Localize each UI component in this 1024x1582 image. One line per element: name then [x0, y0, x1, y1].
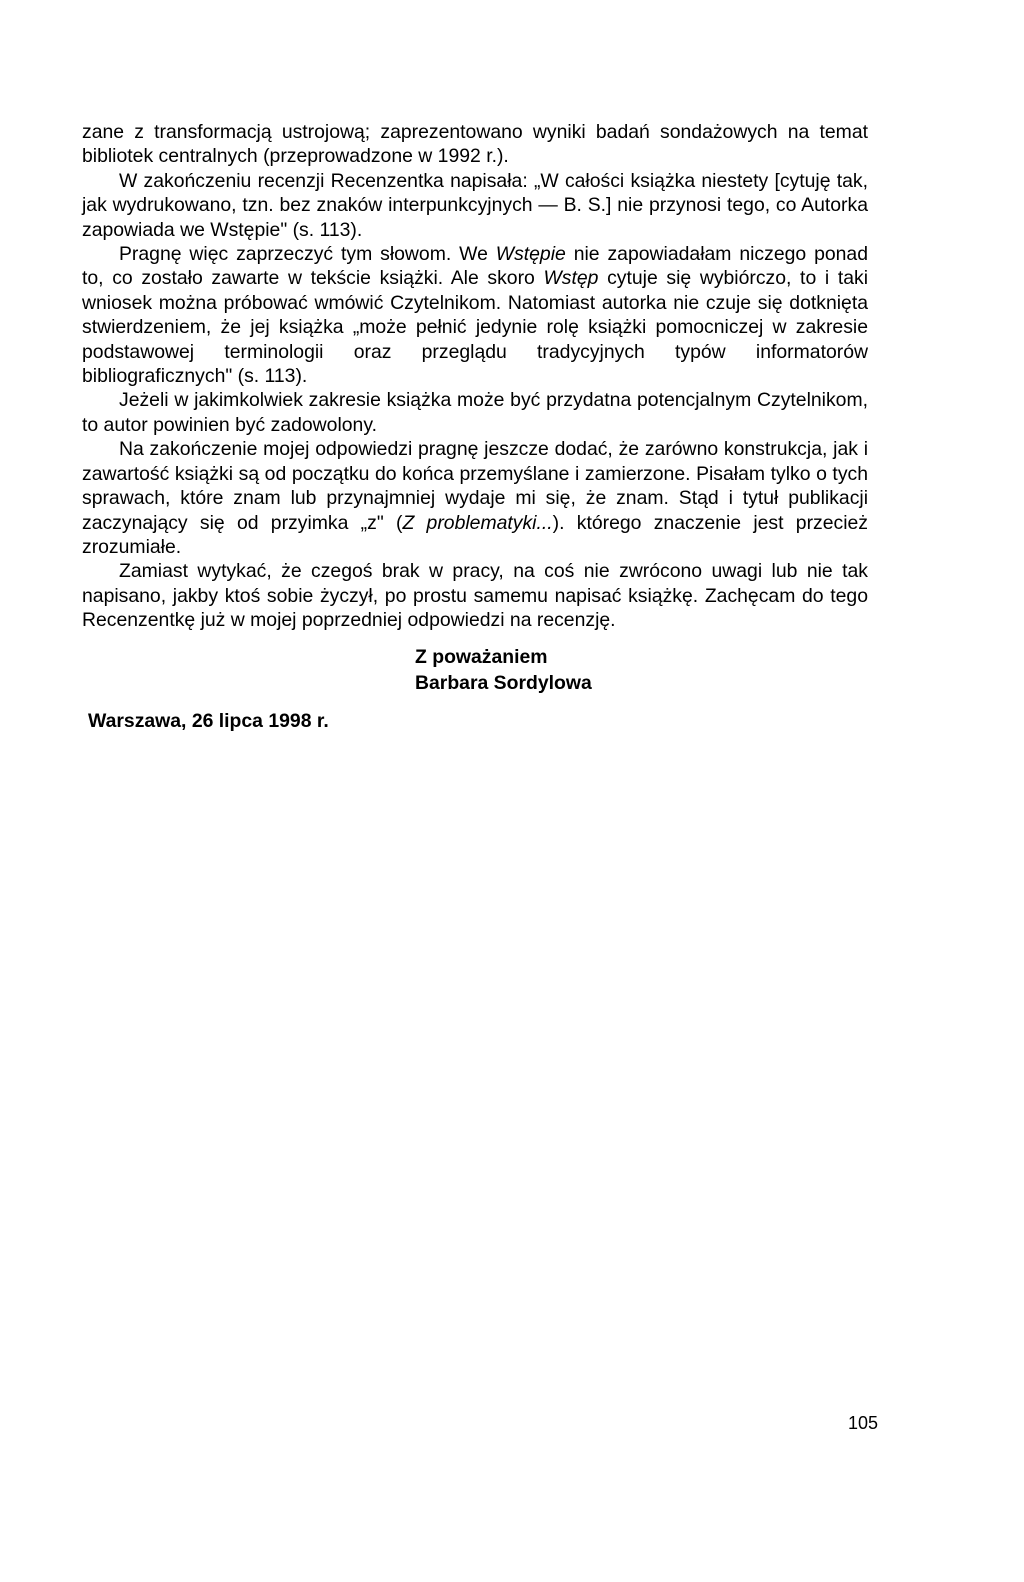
paragraph-text: ). którego znaczenie jest przecież zrozumiałe.: [82, 511, 868, 558]
paragraph-text: Zamiast wytykać, że czegoś brak w pracy, na coś nie zwrócono uwagi lub nie tak napisano, jakby ktoś sobie życzył, po prostu samemu napisać książkę. Zachęcam do tego Recenzentkę już w mojej poprzedniej odpowiedzi na recenzję.: [82, 560, 868, 632]
salutation: Z poważaniem: [415, 646, 548, 668]
place-and-date: Warszawa, 26 lipca 1998 r.: [88, 710, 329, 732]
closing-block: [415, 644, 592, 696]
paragraph: [82, 437, 868, 559]
paragraph-text: nie zapowiadałam niczego ponad to, co zostało zawarte w tekście książki. Ale skoro: [82, 243, 868, 290]
paragraph: [82, 242, 868, 388]
book-section-title: Wstęp: [543, 267, 599, 290]
paragraph-text: zane z transformacją ustrojową; zaprezentowano wyniki badań sondażowych na temat bibliotek centralnych (przeprowadzone w 1992 r.).: [82, 121, 868, 168]
paragraph-text: Jeżeli w jakimkolwiek zakresie książka może być przydatna potencjalnym Czytelnikom, to autor powinien być zadowolony.: [82, 389, 868, 436]
paragraph-text: Na zakończenie mojej odpowiedzi pragnę jeszcze dodać, że zarówno konstrukcja, jak i zawartość książki są od początku do końca przemyślane i zamierzone. Pisałam tylko o tych sprawach, które znam lub przynajmniej wydaje mi się, że znam. Stąd i tytuł publikacji zaczynający się od przyimka „z" (: [82, 438, 868, 534]
paragraph-text: cytuje się wybiórczo, to i taki wniosek można próbować wmówić Czytelnikom. Natomiast autorka nie czuje się dotknięta stwierdzeniem, że jej książka „może pełnić jedynie rolę książki pomocniczej w zakresie podstawowej terminologii oraz przeglądu tradycyjnych typów informatorów bibliograficznych" (s. 113).: [82, 267, 869, 388]
paragraph-text: W zakończeniu recenzji Recenzentka napisała: „W całości książka niestety [cytuję tak, jak wydrukowano, tzn. bez znaków interpunkcyjnych — B. S.] nie przynosi tego, co Autorka zapowiada we Wstępie" (s. 113).: [82, 169, 868, 241]
paragraph: [82, 559, 868, 632]
paragraph: [82, 169, 868, 242]
paragraph: [82, 120, 868, 169]
author-name: Barbara Sordylowa: [415, 672, 592, 694]
book-title: Z problematyki...: [402, 511, 553, 534]
paragraph: [82, 388, 868, 437]
book-section-title: Wstępie: [495, 243, 566, 266]
paragraph-text: Pragnę więc zaprzeczyć tym słowom. We: [119, 243, 496, 266]
page-number: 105: [848, 1413, 879, 1433]
body-text: [82, 120, 868, 633]
